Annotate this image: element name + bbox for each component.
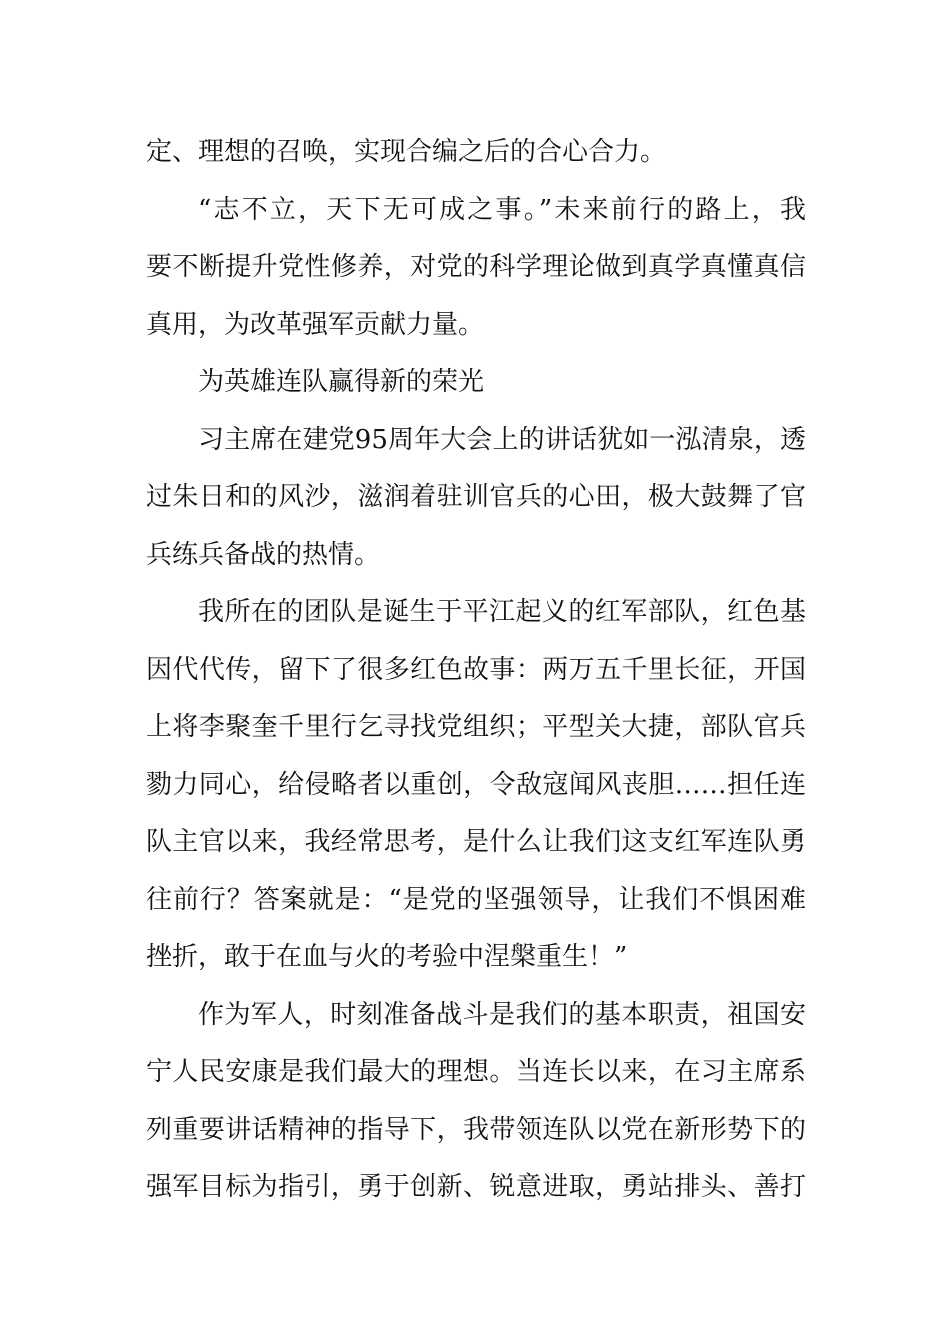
text-line: 真用，为改革强军贡献力量。 (146, 309, 485, 340)
text-line: 列重要讲话精神的指导下，我带领连队以党在新形势下的 (146, 1114, 806, 1145)
text-line: 我所在的团队是诞生于平江起义的红军部队，红色基 (198, 597, 806, 627)
text-line: 挫折，敢于在血与火的考验中涅槃重生！” (146, 942, 628, 972)
text-line: 宁人民安康是我们最大的理想。当连长以来，在习主席系 (146, 1057, 806, 1087)
text-line: 往前行？答案就是：“是党的坚强领导，让我们不惧困难 (146, 884, 806, 915)
body-text (146, 124, 806, 1217)
text-line: 队主官以来，我经常思考，是什么让我们这支红军连队勇 (146, 827, 806, 857)
text-line: 要不断提升党性修养，对党的科学理论做到真学真懂真信 (146, 252, 806, 282)
text-line: 为英雄连队赢得新的荣光 (198, 367, 485, 397)
text-line: 上将李聚奎千里行乞寻找党组织；平型关大捷，部队官兵 (146, 712, 806, 742)
text-line: 习主席在建党95周年大会上的讲话犹如一泓清泉，透 (198, 424, 806, 455)
text-line: 兵练兵备战的热情。 (146, 539, 381, 570)
text-line: “志不立，天下无可成之事。”未来前行的路上，我 (198, 194, 806, 225)
text-line: 因代代传，留下了很多红色故事：两万五千里长征，开国 (146, 654, 806, 685)
text-line: 作为军人，时刻准备战斗是我们的基本职责，祖国安 (198, 999, 806, 1030)
text-line: 过朱日和的风沙，滋润着驻训官兵的心田，极大鼓舞了官 (146, 482, 806, 512)
text-line: 定、理想的召唤，实现合编之后的合心合力。 (146, 137, 667, 167)
text-line: 强军目标为指引，勇于创新、锐意进取，勇站排头、善打 (146, 1172, 806, 1202)
text-line: 勠力同心，给侵略者以重创，令敌寇闻风丧胆……担任连 (146, 769, 806, 800)
